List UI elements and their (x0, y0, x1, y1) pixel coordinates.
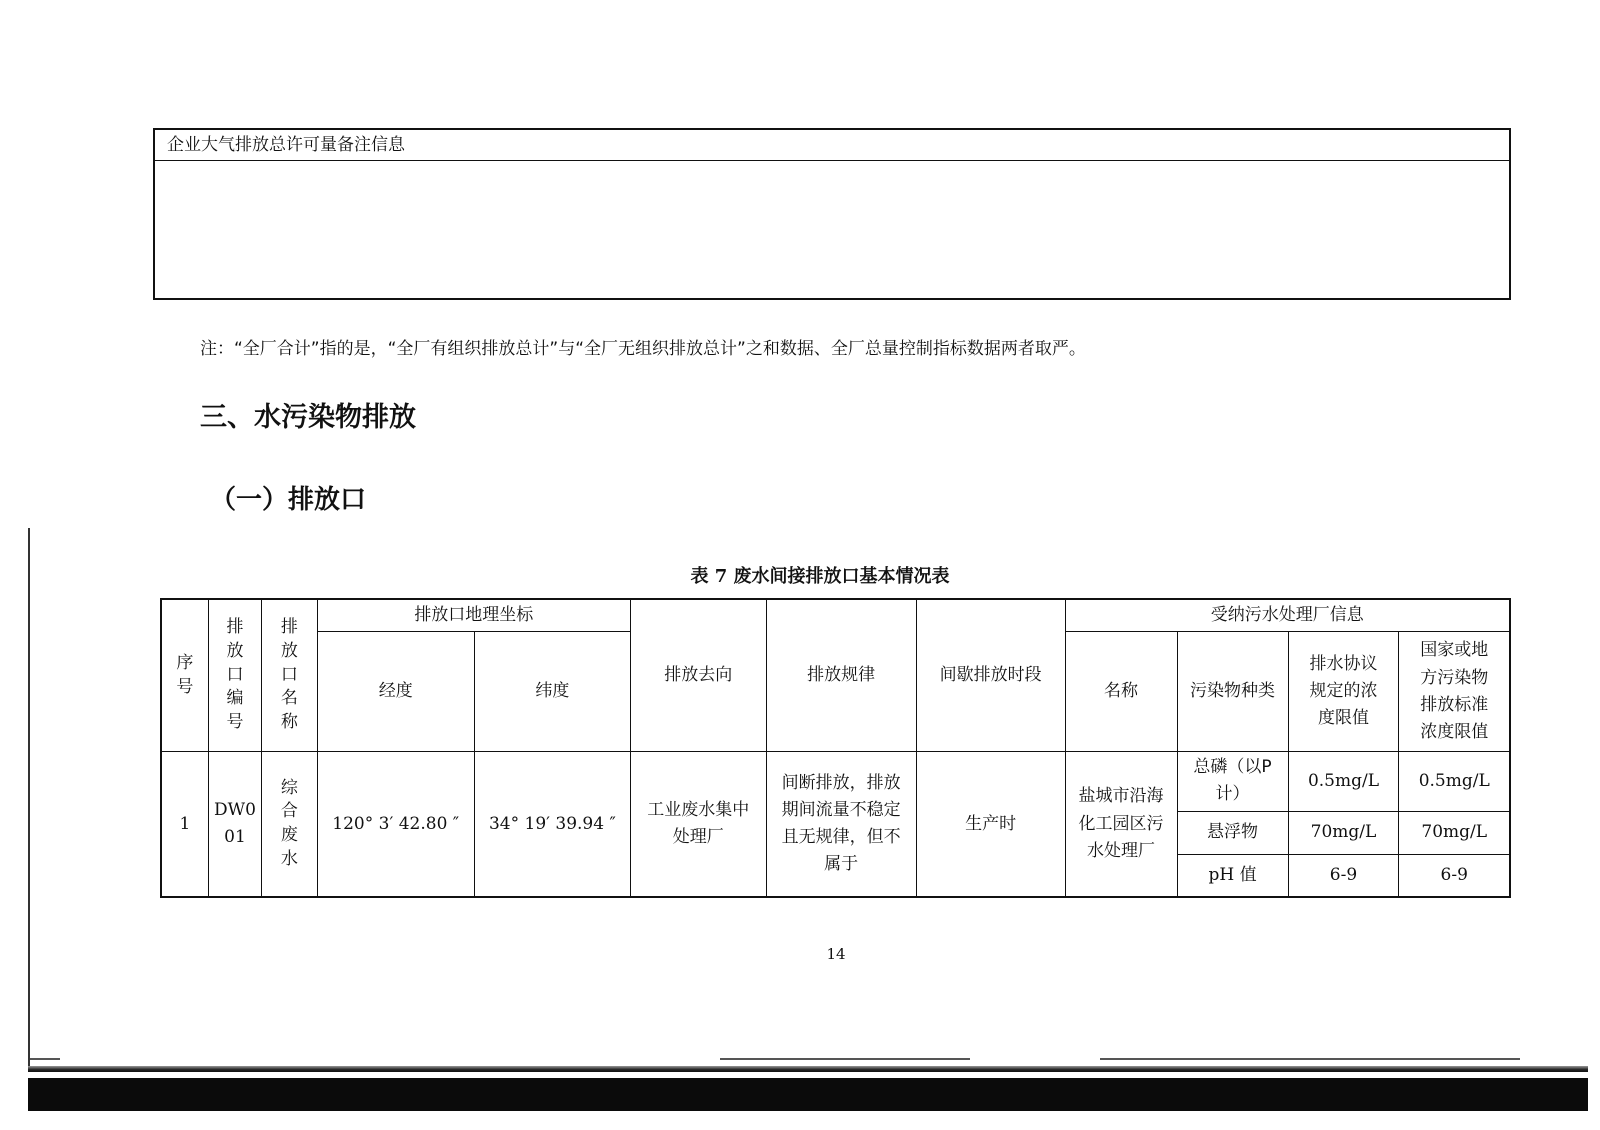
cell-destination: 工业废水集中处理厂 (630, 752, 766, 897)
remark-box (153, 128, 1511, 300)
header-outlet-id: 排放口编号 (208, 599, 261, 752)
cell-agreement-2: 70mg/L (1288, 811, 1399, 854)
header-destination: 排放去向 (630, 599, 766, 752)
section-heading: 三、水污染物排放 (200, 402, 416, 433)
note-text: 注：“全厂合计”指的是，“全厂有组织排放总计”与“全厂无组织排放总计”之和数据、全厂总量控制指标数据两者取严。 (200, 339, 1086, 359)
scan-left-rule (28, 528, 30, 1068)
cell-standard-3: 6-9 (1399, 854, 1510, 897)
cell-pollutant-2: 悬浮物 (1177, 811, 1288, 854)
cell-pollutant-3: pH 值 (1177, 854, 1288, 897)
table-caption: 表 7 废水间接排放口基本情况表 (690, 566, 950, 587)
header-agreement-limit: 排水协议规定的浓度限值 (1288, 632, 1399, 752)
cell-agreement-1: 0.5mg/L (1288, 752, 1399, 811)
scan-artifact (30, 1058, 60, 1060)
remark-box-header: 企业大气排放总许可量备注信息 (155, 130, 1509, 161)
cell-plant-name: 盐城市沿海化工园区污水处理厂 (1065, 752, 1177, 897)
scan-edge-line (28, 1066, 1588, 1072)
cell-standard-1: 0.5mg/L (1399, 752, 1510, 811)
header-standard-limit: 国家或地方污染物排放标准浓度限值 (1399, 632, 1510, 752)
header-plant-info: 受纳污水处理厂信息 (1065, 599, 1510, 632)
cell-outlet-name: 综合废水 (262, 752, 317, 897)
header-outlet-name: 排放口名称 (262, 599, 317, 752)
cell-pollutant-1: 总磷（以P计） (1177, 752, 1288, 811)
cell-lat: 34° 19′ 39.94 ″ (474, 752, 630, 897)
header-lat: 纬度 (474, 632, 630, 752)
scan-artifact (1100, 1058, 1520, 1060)
scan-dark-band (28, 1078, 1588, 1111)
header-intermittent: 间歇排放时段 (916, 599, 1065, 752)
cell-outlet-id: DW001 (208, 752, 261, 897)
header-lng: 经度 (317, 632, 474, 752)
cell-lng: 120° 3′ 42.80 ″ (317, 752, 474, 897)
cell-agreement-3: 6-9 (1288, 854, 1399, 897)
header-pollutant: 污染物种类 (1177, 632, 1288, 752)
outlet-table (160, 598, 1511, 898)
cell-seq: 1 (161, 752, 208, 897)
header-plant-name: 名称 (1065, 632, 1177, 752)
header-geo: 排放口地理坐标 (317, 599, 630, 632)
header-pattern: 排放规律 (766, 599, 916, 752)
cell-intermittent: 生产时 (916, 752, 1065, 897)
page-number: 14 (826, 945, 846, 963)
cell-standard-2: 70mg/L (1399, 811, 1510, 854)
cell-pattern: 间断排放，排放期间流量不稳定且无规律，但不属于 (766, 752, 916, 897)
scan-artifact (720, 1058, 970, 1060)
subsection-heading: （一）排放口 (210, 485, 367, 515)
header-seq: 序号 (161, 599, 208, 752)
